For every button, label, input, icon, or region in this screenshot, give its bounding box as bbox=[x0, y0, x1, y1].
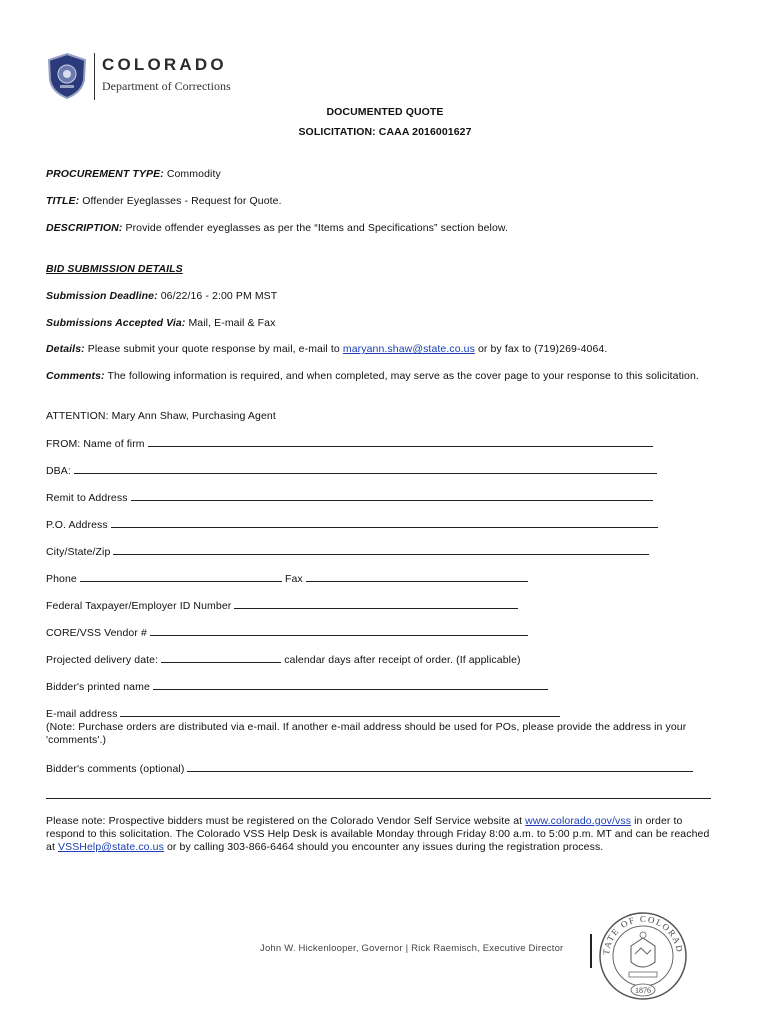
submission-deadline bbox=[46, 290, 277, 303]
field-printed-name bbox=[46, 680, 548, 694]
field-core bbox=[46, 626, 528, 640]
logo-divider bbox=[94, 53, 95, 100]
description-value: Provide offender eyeglasses as per the “Items and Specifications” section below. bbox=[122, 222, 508, 234]
note-mid: in order to respond to this solicitation. The Colorado VSS Help Desk is available Monday through Friday 8:00 a.m. to 5:00 p.m. MT and can be reached at bbox=[46, 815, 710, 853]
field-remit-blank[interactable] bbox=[131, 491, 653, 501]
footer-divider bbox=[590, 934, 592, 968]
field-delivery-suffix: calendar days after receipt of order. (If applicable) bbox=[284, 654, 521, 666]
submissions-accepted bbox=[46, 317, 275, 330]
field-email-blank[interactable] bbox=[120, 707, 560, 717]
field-delivery bbox=[46, 653, 521, 667]
field-city bbox=[46, 545, 649, 559]
description-label: DESCRIPTION: bbox=[46, 222, 123, 234]
details-label: Details: bbox=[46, 343, 85, 355]
field-email-note: (Note: Purchase orders are distributed via e-mail. If another e-mail address should be used for POs, please provide the address in your 'comments'.) bbox=[46, 721, 687, 746]
field-bidder-comments-line2[interactable] bbox=[46, 798, 711, 799]
details-pre: Please submit your quote response by mail, e-mail to bbox=[84, 343, 343, 355]
accepted-value: Mail, E-mail & Fax bbox=[185, 317, 276, 329]
title-label: TITLE: bbox=[46, 195, 80, 207]
description-field bbox=[46, 222, 508, 235]
field-from bbox=[46, 437, 653, 451]
seal-text: TATE OF COLORAD bbox=[600, 913, 686, 956]
vss-help-email-link[interactable]: VSSHelp@state.co.us bbox=[57, 841, 164, 853]
field-bidder-comments-label: Bidder's comments (optional) bbox=[46, 763, 185, 775]
field-phone-blank[interactable] bbox=[80, 572, 282, 582]
field-printed-name-label: Bidder's printed name bbox=[46, 681, 150, 693]
field-email bbox=[46, 707, 560, 721]
deadline-value: 06/22/16 - 2:00 PM MST bbox=[157, 290, 278, 302]
field-fax-label: Fax bbox=[284, 573, 303, 585]
details-email-link[interactable]: maryann.shaw@state.co.us bbox=[342, 343, 475, 355]
bid-heading: BID SUBMISSION DETAILS bbox=[46, 263, 183, 275]
registration-note bbox=[46, 815, 718, 854]
field-city-label: City/State/Zip bbox=[46, 546, 111, 558]
field-dba-blank[interactable] bbox=[74, 464, 657, 474]
seal-icon bbox=[597, 910, 689, 1002]
field-po-blank[interactable] bbox=[111, 518, 658, 528]
field-from-label: FROM: Name of firm bbox=[46, 438, 145, 450]
note-post: or by calling 303-866-6464 should you encounter any issues during the registration process. bbox=[163, 841, 604, 853]
title-value: Offender Eyeglasses - Request for Quote. bbox=[79, 195, 282, 207]
vss-link[interactable]: www.colorado.gov/vss bbox=[525, 815, 632, 827]
field-bidder-comments-blank[interactable] bbox=[187, 762, 693, 772]
field-phone-fax bbox=[46, 572, 528, 586]
field-delivery-label: Projected delivery date: bbox=[46, 654, 159, 666]
field-bidder-comments bbox=[46, 762, 693, 776]
field-taxpayer-label: Federal Taxpayer/Employer ID Number bbox=[46, 600, 232, 612]
field-core-blank[interactable] bbox=[150, 626, 528, 636]
details bbox=[46, 343, 607, 356]
note-pre: Please note: Prospective bidders must be registered on the Colorado Vendor Self Service website at bbox=[46, 815, 526, 827]
attention: ATTENTION: Mary Ann Shaw, Purchasing Agent bbox=[46, 410, 276, 422]
field-email-label: E-mail address bbox=[46, 708, 118, 720]
field-remit-label: Remit to Address bbox=[46, 492, 128, 504]
logo-org: COLORADO bbox=[102, 55, 227, 74]
deadline-label: Submission Deadline: bbox=[46, 290, 158, 302]
field-phone-label: Phone bbox=[46, 573, 77, 585]
procurement-value: Commodity bbox=[163, 168, 221, 180]
field-printed-name-blank[interactable] bbox=[153, 680, 548, 690]
comments bbox=[46, 370, 711, 383]
accepted-label: Submissions Accepted Via: bbox=[46, 317, 186, 329]
solicitation-number: SOLICITATION: CAAA 2016001627 bbox=[298, 126, 472, 138]
field-from-blank[interactable] bbox=[148, 437, 653, 447]
footer-text: John W. Hickenlooper, Governor | Rick Raemisch, Executive Director bbox=[260, 943, 564, 954]
comments-label: Comments: bbox=[46, 370, 105, 382]
details-post: or by fax to (719)269-4064. bbox=[474, 343, 608, 355]
procurement-label: PROCUREMENT TYPE: bbox=[46, 168, 164, 180]
field-fax-blank[interactable] bbox=[306, 572, 528, 582]
field-taxpayer bbox=[46, 599, 518, 613]
field-remit bbox=[46, 491, 653, 505]
field-dba bbox=[46, 464, 657, 478]
doc-logo bbox=[46, 52, 258, 102]
field-delivery-blank[interactable] bbox=[161, 653, 281, 663]
shield-icon bbox=[46, 52, 88, 100]
field-core-label: CORE/VSS Vendor # bbox=[46, 627, 147, 639]
field-po bbox=[46, 518, 658, 532]
comments-text: The following information is required, and when completed, may serve as the cover page to your response to this solicitation. bbox=[104, 370, 699, 382]
field-dba-label: DBA: bbox=[46, 465, 71, 477]
field-city-blank[interactable] bbox=[113, 545, 649, 555]
procurement-type bbox=[46, 168, 221, 181]
field-po-label: P.O. Address bbox=[46, 519, 108, 531]
state-seal bbox=[597, 910, 689, 1002]
title-field bbox=[46, 195, 282, 208]
seal-year: 1876 bbox=[635, 986, 651, 995]
logo-dept: Department of Corrections bbox=[102, 79, 231, 93]
field-taxpayer-blank[interactable] bbox=[234, 599, 518, 609]
doc-title: DOCUMENTED QUOTE bbox=[326, 106, 444, 118]
